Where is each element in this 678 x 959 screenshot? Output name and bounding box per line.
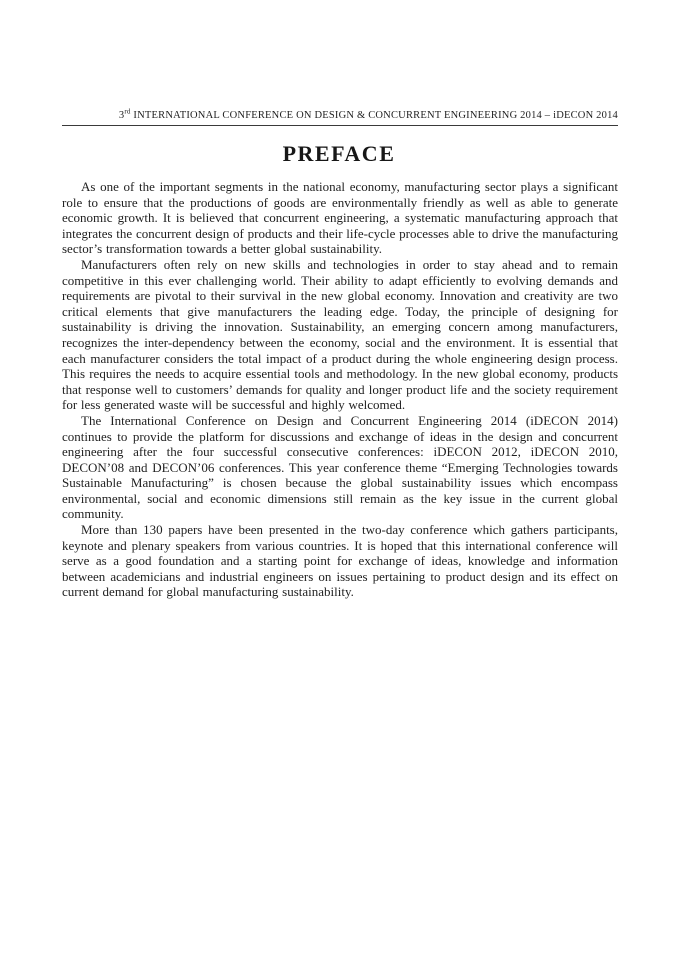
- running-header: [62, 0, 618, 126]
- header-edition-number: 3: [118, 110, 125, 121]
- preface-paragraph: The International Conference on Design and Concurrent Engineering 2014 (iDECON 2014) continues to provide the platform for discussions and exchange of ideas in the design and concurrent engineering after the four successful consecutive conferences: iDECON 2012, iDECON 2010, DECON’08 and DECON’06 conferences. This year conference theme “Emerging Technologies towards Sustainable Manufacturing” is chosen because the global sustainability issues which encompass environmental, social and economic dimensions still remain as the key issue in the current global community.: [62, 412, 618, 522]
- preface-paragraph: Manufacturers often rely on new skills and technologies in order to stay ahead and to remain competitive in this ever challenging world. Their ability to adapt efficiently to evolving demands and requirements are pivotal to their survival in the new global economy. Innovation and creativity are two critical elements that give manufacturers the leading edge. Today, the principle of designing for sustainability is driving the innovation. Sustainability, an emerging concern among manufacturers, recognizes the inter-dependency between the economy, social and the environment. It is essential that each manufacturer considers the total impact of a product during the whole engineering design process. This requires the needs to acquire essential tools and methodology. In the new global economy, products that response well to customers’ demands for quality and longer product life and the society requirement for less generated waste will be successful and highly welcomed.: [62, 256, 618, 413]
- header-ordinal-suffix: rd: [124, 107, 131, 116]
- header-conference-title: INTERNATIONAL CONFERENCE ON DESIGN & CONCURRENT ENGINEERING 2014 – iDECON 2014: [130, 110, 618, 121]
- preface-body: [62, 179, 618, 600]
- preface-paragraph: As one of the important segments in the national economy, manufacturing sector plays a significant role to ensure that the productions of goods are environmentally friendly as well as able to generate economic growth. It is believed that concurrent engineering, a systematic manufacturing approach that integrates the concurrent design of products and their life-cycle processes able to drive the manufacturing sector’s transformation towards a better global sustainability.: [62, 179, 618, 257]
- preface-paragraph: More than 130 papers have been presented in the two-day conference which gathers participants, keynote and plenary speakers from various countries. It is hoped that this international conference will serve as a good foundation and a starting point for exchange of ideas, knowledge and information between academicians and industrial engineers on issues pertaining to product design and its effect on current demand for global manufacturing sustainability.: [62, 522, 618, 600]
- page-title: PREFACE: [282, 141, 396, 166]
